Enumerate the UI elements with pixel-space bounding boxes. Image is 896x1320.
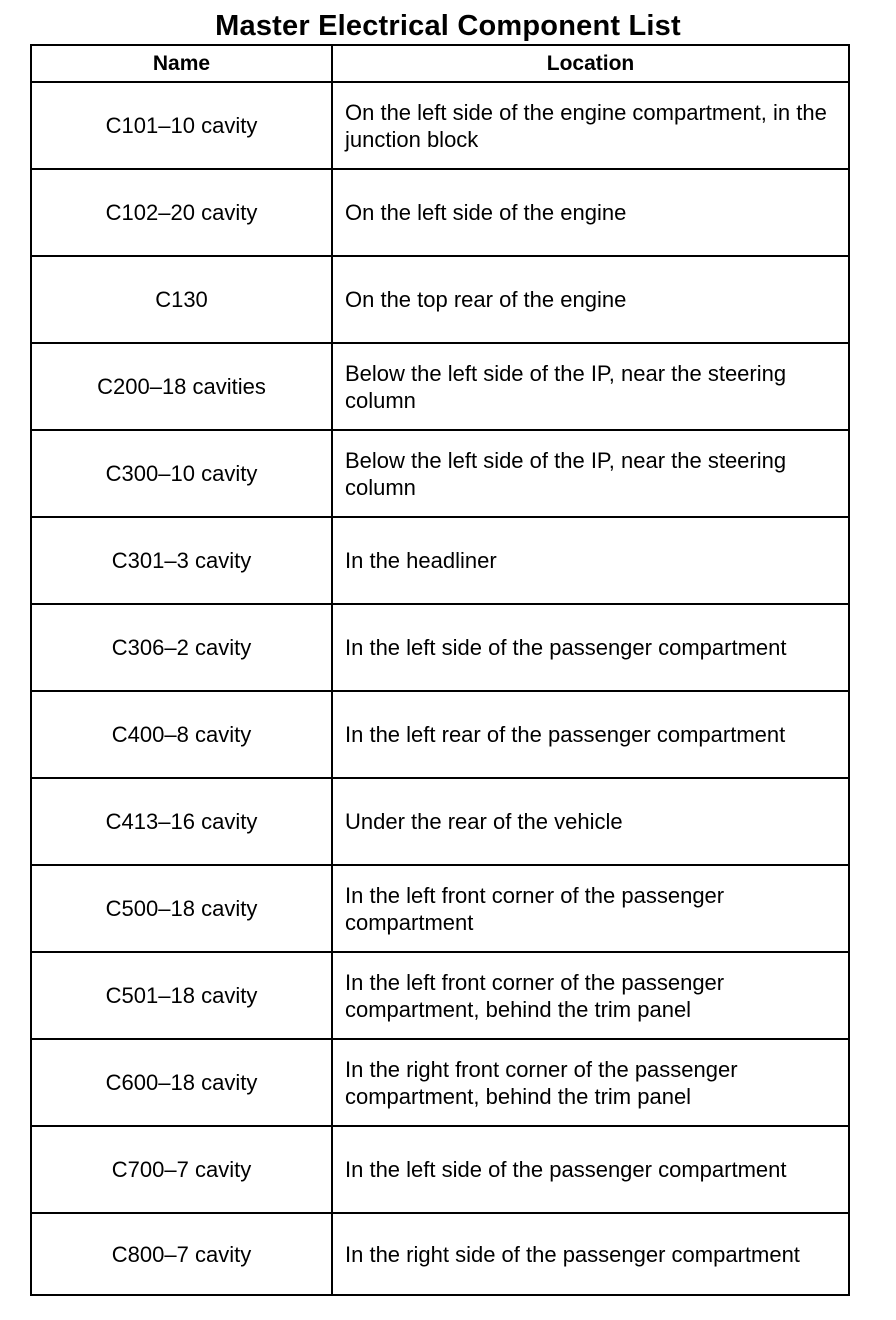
table-row xyxy=(31,604,849,691)
column-header-name: Name xyxy=(31,45,332,82)
table-row xyxy=(31,82,849,169)
component-name-cell: C500–18 cavity xyxy=(31,865,332,952)
component-name-cell: C300–10 cavity xyxy=(31,430,332,517)
component-name-cell: C102–20 cavity xyxy=(31,169,332,256)
table-row xyxy=(31,517,849,604)
component-location-cell: Below the left side of the IP, near the steering column xyxy=(332,430,849,517)
component-name-cell: C501–18 cavity xyxy=(31,952,332,1039)
component-location-cell: On the left side of the engine compartment, in the junction block xyxy=(332,82,849,169)
component-location-cell: In the left front corner of the passenger compartment, behind the trim panel xyxy=(332,952,849,1039)
component-table xyxy=(30,44,850,1296)
table-row xyxy=(31,169,849,256)
component-name-cell: C301–3 cavity xyxy=(31,517,332,604)
component-location-cell: In the left side of the passenger compartment xyxy=(332,1126,849,1213)
column-header-location: Location xyxy=(332,45,849,82)
table-row xyxy=(31,691,849,778)
component-name-cell: C400–8 cavity xyxy=(31,691,332,778)
table-row xyxy=(31,256,849,343)
component-location-cell: In the right side of the passenger compartment xyxy=(332,1213,849,1295)
component-location-cell: In the right front corner of the passenger compartment, behind the trim panel xyxy=(332,1039,849,1126)
component-location-cell: In the left front corner of the passenger compartment xyxy=(332,865,849,952)
component-location-cell: Below the left side of the IP, near the steering column xyxy=(332,343,849,430)
table-row xyxy=(31,952,849,1039)
component-location-cell: In the left side of the passenger compartment xyxy=(332,604,849,691)
component-location-cell: In the left rear of the passenger compartment xyxy=(332,691,849,778)
table-row xyxy=(31,430,849,517)
component-location-cell: Under the rear of the vehicle xyxy=(332,778,849,865)
table-row xyxy=(31,343,849,430)
component-location-cell: On the left side of the engine xyxy=(332,169,849,256)
component-name-cell: C800–7 cavity xyxy=(31,1213,332,1295)
component-name-cell: C130 xyxy=(31,256,332,343)
component-name-cell: C200–18 cavities xyxy=(31,343,332,430)
component-name-cell: C306–2 cavity xyxy=(31,604,332,691)
component-name-cell: C700–7 cavity xyxy=(31,1126,332,1213)
component-name-cell: C101–10 cavity xyxy=(31,82,332,169)
component-location-cell: On the top rear of the engine xyxy=(332,256,849,343)
page-title: Master Electrical Component List xyxy=(215,10,681,42)
table-row xyxy=(31,1039,849,1126)
table-row xyxy=(31,1213,849,1295)
table-row xyxy=(31,865,849,952)
component-location-cell: In the headliner xyxy=(332,517,849,604)
table-header-row xyxy=(31,45,849,82)
table-row xyxy=(31,778,849,865)
table-row xyxy=(31,1126,849,1213)
component-name-cell: C413–16 cavity xyxy=(31,778,332,865)
component-name-cell: C600–18 cavity xyxy=(31,1039,332,1126)
